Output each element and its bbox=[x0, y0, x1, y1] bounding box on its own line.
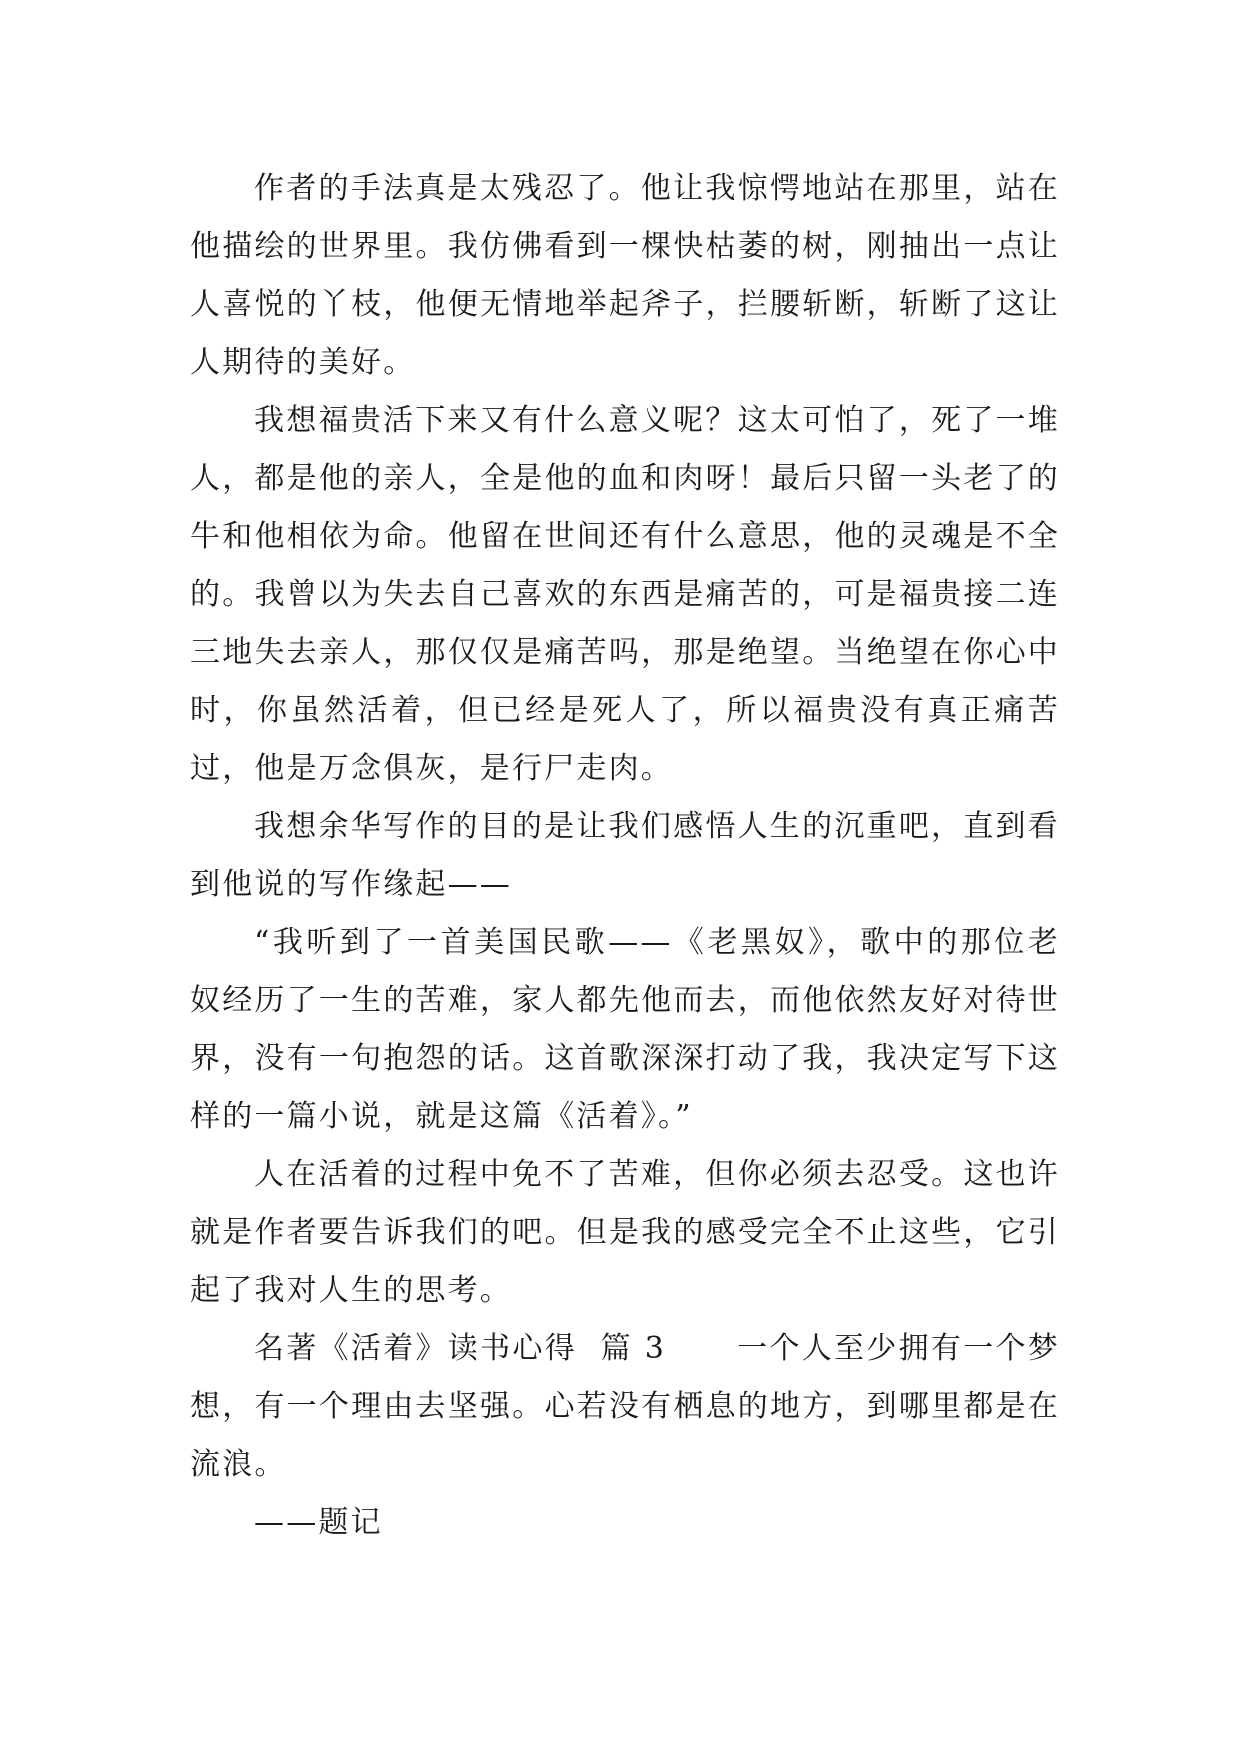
paragraph-endure-hardship: 人在活着的过程中免不了苦难，但你必须去忍受。这也许就是作者要告诉我们的吧。但是我的感受完全不止这些，它引起了我对人生的思考。 bbox=[190, 1157, 1060, 1308]
document-body bbox=[190, 160, 1060, 1552]
paragraph-section-3-heading: 名著《活着》读书心得 篇 3 一个人至少拥有一个梦想，有一个理由去坚强。心若没有栖息的地方，到哪里都是在流浪。 bbox=[190, 1331, 1060, 1482]
paragraph-author-technique: 作者的手法真是太残忍了。他让我惊愕地站在那里，站在他描绘的世界里。我仿佛看到一棵快枯萎的树，刚抽出一点让人喜悦的丫枝，他便无情地举起斧子，拦腰斩断，斩断了这让人期待的美好。 bbox=[190, 171, 1060, 380]
paragraph-quote-old-black-joe: “我听到了一首美国民歌——《老黑奴》，歌中的那位老奴经历了一生的苦难，家人都先他而去，而他依然友好对待世界，没有一句抱怨的话。这首歌深深打动了我，我决定写下这样的一篇小说，就是这篇《活着》。” bbox=[190, 925, 1060, 1134]
paragraph-inscription: ——题记 bbox=[254, 1505, 383, 1540]
paragraph-fugui-meaning: 我想福贵活下来又有什么意义呢？这太可怕了，死了一堆人，都是他的亲人，全是他的血和肉呀！最后只留一头老了的牛和他相依为命。他留在世间还有什么意思，他的灵魂是不全的。我曾以为失去自己喜欢的东西是痛苦的，可是福贵接二连三地失去亲人，那仅仅是痛苦吗，那是绝望。当绝望在你心中时，你虽然活着，但已经是死人了，所以福贵没有真正痛苦过，他是万念俱灰，是行尸走肉。 bbox=[190, 403, 1060, 786]
paragraph-yuhua-purpose: 我想余华写作的目的是让我们感悟人生的沉重吧，直到看到他说的写作缘起—— bbox=[190, 809, 1060, 902]
